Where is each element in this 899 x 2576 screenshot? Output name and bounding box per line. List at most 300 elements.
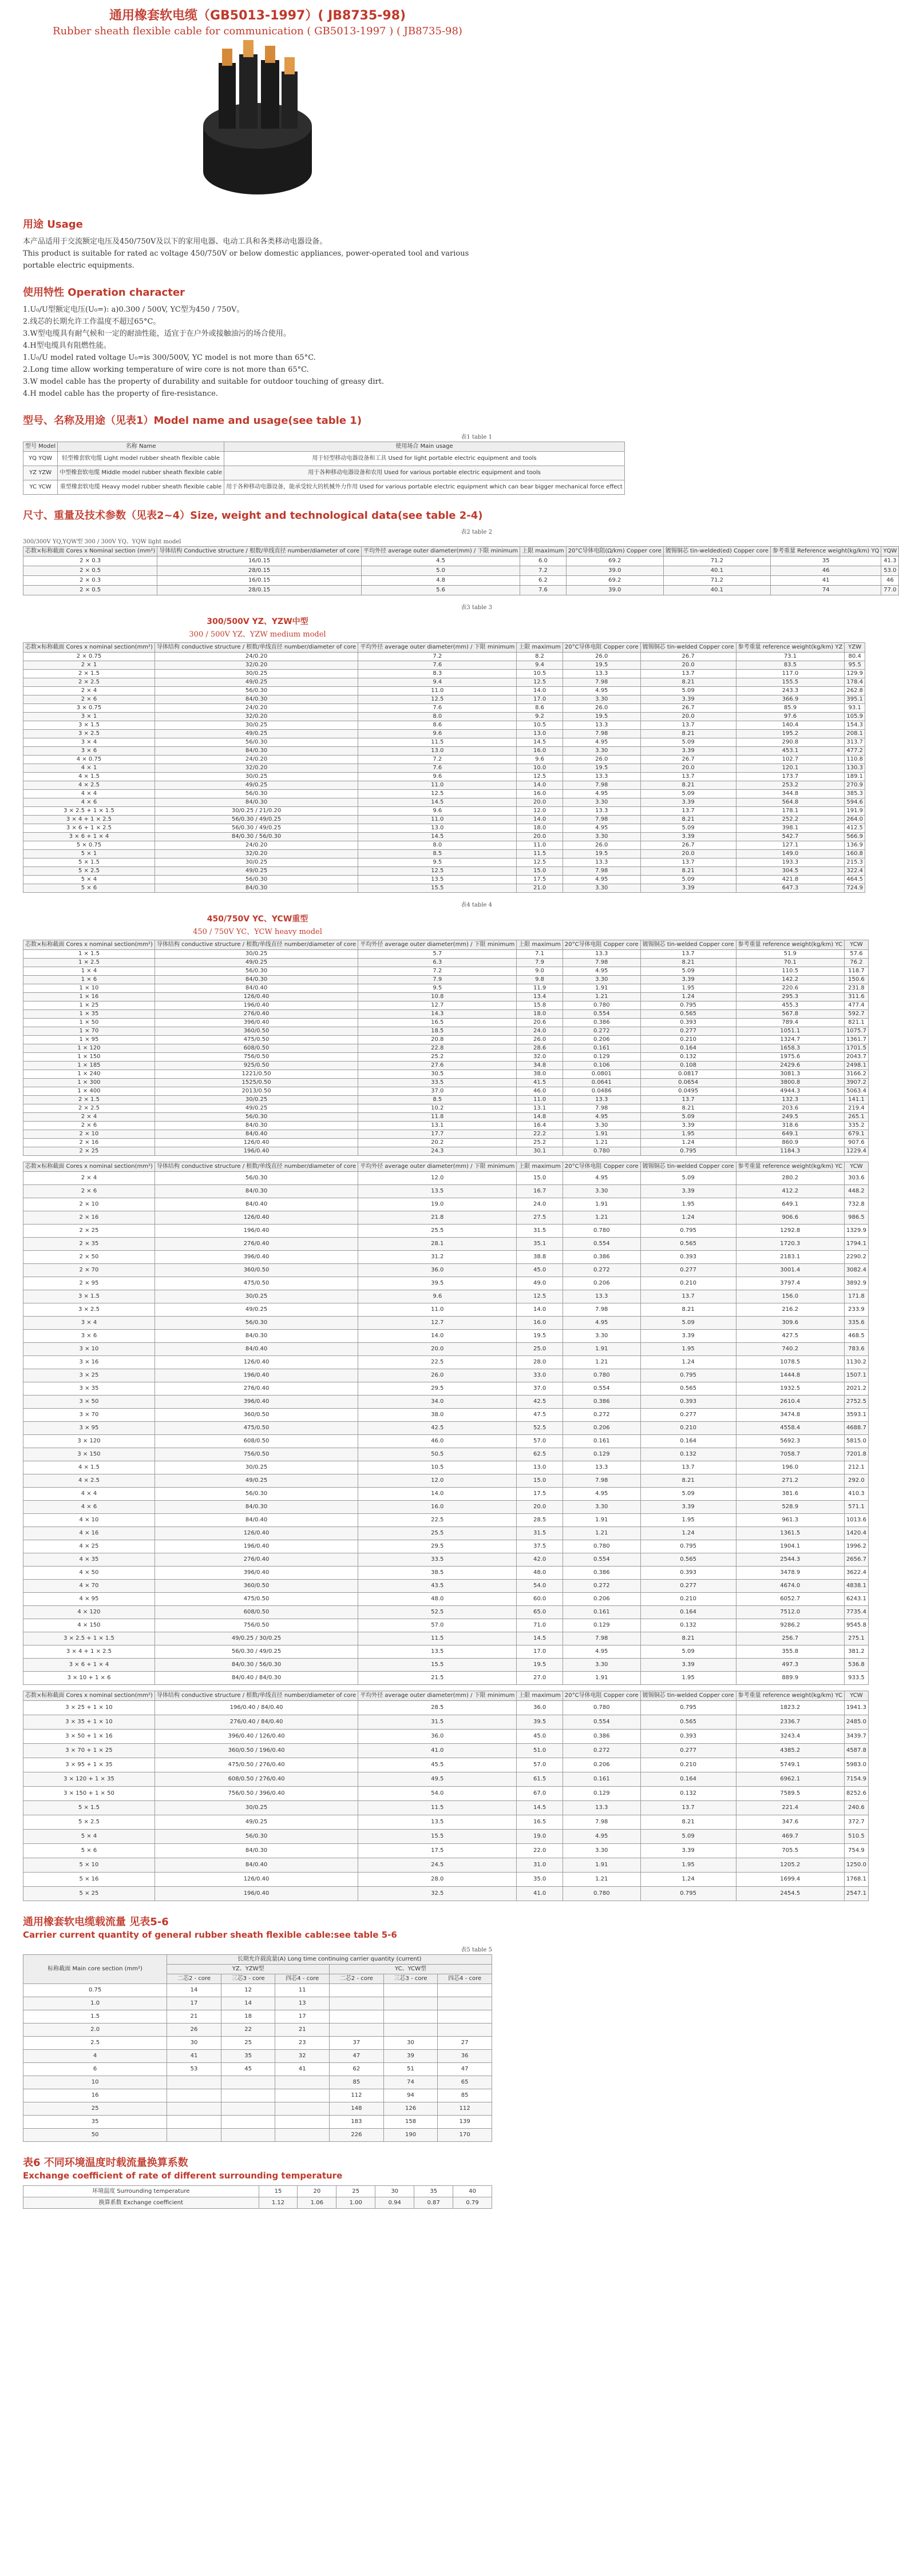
table-cell: YZ YZW [23,466,58,480]
table-cell: 1205.2 [736,1858,844,1873]
table-cell: 41 [167,2050,221,2063]
table-cell: 208.1 [845,730,865,738]
table-row [23,1053,869,1062]
table-cell: 4.8 [362,576,520,586]
table-cell: 0.129 [563,1787,640,1801]
ampacity-heading-en: Carrier current quantity of general rubber sheath flexible cable:see table 5-6 [23,1930,397,1940]
table-cell: 38.8 [517,1251,563,1264]
table-cell: 28/0.15 [157,586,362,595]
table-row [23,1303,869,1317]
table-cell: 17.7 [358,1130,517,1139]
table-row [23,824,865,833]
table-cell: 0.393 [640,1251,736,1264]
table-row [23,1369,869,1382]
table-cell: 1292.8 [736,1225,844,1238]
table-cell: 3 × 6 + 1 × 4 [23,833,155,841]
table-cell: 17.5 [517,876,563,884]
column-header: YCW [844,1162,868,1172]
column-header: 芯数×标称截面 Cores x Nominal section (mm²) [23,547,157,556]
table-cell: 0.386 [563,1251,640,1264]
table-cell: 276/0.40 / 84/0.40 [155,1715,358,1730]
table-cell [221,2129,275,2142]
table-row [23,1553,869,1567]
table-cell: 1 × 10 [23,984,155,993]
table-cell: 4 × 35 [23,1553,155,1567]
table-cell: 3.39 [640,1844,736,1858]
table-cell: 536.8 [844,1659,868,1672]
table3-section [0,598,863,895]
table-cell: 0.206 [563,1422,640,1435]
table-cell: 475/0.50 [155,1593,358,1606]
table-cell: 8.21 [640,1632,736,1645]
table-cell: 7.1 [517,950,563,959]
table-row [23,798,865,807]
table-cell: 1361.5 [736,1527,844,1540]
table-cell: 49/0.25 / 30/0.25 [155,1632,358,1645]
table-row [23,1113,869,1122]
table-cell: 1.91 [563,1343,640,1356]
table-cell: 276/0.40 [155,1010,358,1019]
table-cell: 18 [221,2010,275,2024]
table-cell: 2454.5 [736,1887,844,1901]
table-cell: 2544.3 [736,1553,844,1567]
table-cell: 2013/0.50 [155,1087,358,1096]
table-cell: 35 [221,2050,275,2063]
table-cell: 5 × 25 [23,1887,155,1901]
table-cell: 150.6 [844,976,868,984]
table-cell: 31.2 [358,1251,517,1264]
table-cell: 608/0.50 [155,1044,358,1053]
table-cell: 54.0 [358,1787,517,1801]
table-cell: 253.2 [736,781,845,790]
table-cell: 4 × 16 [23,1527,155,1540]
table-cell: 1.21 [563,1356,640,1369]
table-cell: 19.5 [563,713,640,721]
table-row [23,1019,869,1027]
table-cell: 0.554 [563,1238,640,1251]
models-section [0,402,623,497]
table-cell: 2 × 95 [23,1277,155,1290]
table-cell: 5 × 0.75 [23,841,155,850]
table-cell: 1 × 6 [23,976,155,984]
table-row [23,1027,869,1036]
table-cell: 1013.6 [844,1514,868,1527]
table-cell: 13.3 [563,1801,640,1815]
table-cell: 33.5 [358,1079,517,1087]
table-cell: 16/0.15 [157,576,362,586]
table-row [23,764,865,773]
table-cell: 1525/0.50 [155,1079,358,1087]
table-cell: 756/0.50 / 396/0.40 [155,1787,358,1801]
table-cell: 3001.4 [736,1264,844,1277]
table-cell: 1996.2 [844,1540,868,1553]
operation-heading: 使用特性 Operation character [23,287,185,299]
table-cell: 7.2 [358,756,517,764]
table-row [23,1887,869,1901]
table-cell: 571.1 [844,1501,868,1514]
table-cell: 85 [330,2076,384,2089]
column-header: 镀锡铜芯 tin-welded Copper core [640,1691,736,1701]
table-row [23,1984,492,1997]
table-cell: 16 [23,2089,167,2102]
table-cell: 46.0 [358,1435,517,1448]
table-cell: 2429.6 [736,1062,844,1070]
table-cell: 5.09 [640,1488,736,1501]
table-cell: 25.0 [517,1343,563,1356]
table-cell: 226 [330,2129,384,2142]
table-cell: 用于轻型移动电器设备和工具 Used for light portable electric equipment and tools [224,452,625,466]
table-cell: 11.0 [517,1096,563,1104]
table-cell: 26.0 [358,1369,517,1382]
table-row [23,756,865,764]
column-header: 芯数×标称截面 Cores x nominal section(mm²) [23,1691,155,1701]
table-cell: 20.0 [517,1501,563,1514]
table-cell: 37.0 [358,1087,517,1096]
table-cell: 3 × 4 [23,1317,155,1330]
table-cell: 8.6 [517,704,563,713]
table-cell: 3 × 6 + 1 × 2.5 [23,824,155,833]
table-cell: 57.0 [517,1758,563,1772]
table-cell: 22.0 [517,1844,563,1858]
column-header: 导体结构 conductive structure / 根数/单线直径 number/diameter of core [155,940,358,950]
table-row [23,1409,869,1422]
table-cell: 84/0.30 [155,1122,358,1130]
table-cell: 36 [438,2050,492,2063]
table-cell [438,1997,492,2010]
table-cell: 41 [275,2063,330,2076]
table-cell: 0.108 [640,1062,736,1070]
table-cell: 22 [221,2024,275,2037]
table-cell: 14.0 [358,1488,517,1501]
table-cell: 249.5 [736,1113,844,1122]
table-cell: 0.161 [563,1435,640,1448]
table-row [23,586,899,595]
table-row [23,1104,869,1113]
table-cell: 280.2 [736,1172,844,1185]
table-cell: 0.0495 [640,1087,736,1096]
table-cell: 5749.1 [736,1758,844,1772]
table-cell: 7.98 [563,678,640,687]
table-cell: 3 × 2.5 [23,730,155,738]
table-cell: 重型橡套软电缆 Heavy model rubber sheath flexible cable [58,480,224,495]
table-cell: 76.2 [844,959,868,967]
table-title: 450/750V YC、YCW重型 [207,915,308,924]
column-header: 20°C导体电阻 Copper core [563,1162,640,1172]
table-cell: 0.0486 [563,1087,640,1096]
table-cell: 3.30 [563,1185,640,1198]
table-cell: 190 [383,2129,438,2142]
table-cell: 0.386 [563,1567,640,1580]
table-cell: 12.7 [358,1001,517,1010]
table-cell: 649.1 [736,1198,844,1211]
table-cell: 11.0 [358,781,517,790]
table-cell [383,2010,438,2024]
table-cell: 13.5 [358,1645,517,1659]
table-row [23,2063,492,2076]
table-cell: 0.210 [640,1593,736,1606]
table-cell: 7.98 [563,959,640,967]
table-cell: 360/0.50 [155,1580,358,1593]
table-cell: 0.565 [640,1010,736,1019]
table-cell: 6.3 [358,959,517,967]
table-cell: 8.21 [640,1474,736,1488]
table-row [23,1225,869,1238]
ampacity-heading: 通用橡套软电缆载流量 见表5-6 [23,1916,169,1928]
table-cell: 4944.3 [736,1087,844,1096]
table-cell [438,1984,492,1997]
table-cell: 1078.5 [736,1356,844,1369]
table-cell: 270.9 [845,781,865,790]
table-cell: 448.2 [844,1185,868,1198]
table-cell: 12.0 [358,1172,517,1185]
table-cell: 4.95 [563,1488,640,1501]
table-cell: 4 × 25 [23,1540,155,1553]
table-cell: 1 × 16 [23,993,155,1001]
table-row [23,1330,869,1343]
table-cell: 3 × 16 [23,1356,155,1369]
table-cell: 21 [167,2010,221,2024]
table-cell: 35.1 [517,1238,563,1251]
table-cell: 74 [383,2076,438,2089]
table-cell: 3439.7 [844,1730,868,1744]
table-cell: 45.0 [517,1264,563,1277]
table-cell: 8.2 [517,653,563,661]
table-cell: 30/0.25 [155,1461,358,1474]
table-row [23,1858,869,1873]
table-cell: 0.206 [563,1036,640,1044]
table-cell: 4 × 0.75 [23,756,155,764]
table-row [23,1619,869,1632]
table-cell: 34.0 [358,1396,517,1409]
table-cell: 1823.2 [736,1701,844,1715]
table-row [23,1758,869,1772]
table-cell: 2 × 0.5 [23,586,157,595]
table-row [23,1461,869,1474]
table-cell: 9.0 [517,967,563,976]
table-cell: 170 [438,2129,492,2142]
table-cell: 1221/0.50 [155,1070,358,1079]
table-row [23,2010,492,2024]
table-cell: 20.0 [517,798,563,807]
table-cell: 15.8 [517,1001,563,1010]
table-cell: 19.0 [358,1198,517,1211]
table-cell: 38.0 [517,1070,563,1079]
table-cell: 102.7 [736,756,845,764]
table-cell: 22.5 [358,1356,517,1369]
table-cell: 130.3 [845,764,865,773]
table-subtitle: 300 / 500V YZ、YZW medium model [189,630,326,639]
table-cell: 2 × 16 [23,1139,155,1147]
table-cell: 2 × 4 [23,1113,155,1122]
table-2 [23,546,899,595]
table-cell: 385.3 [845,790,865,798]
table-cell: 28.6 [517,1044,563,1053]
temp-heading: 表6 不同环境温度时载流量换算系数 [23,2157,188,2169]
table-cell: 51.9 [736,950,844,959]
table-cell: 69.2 [566,556,663,566]
column-header: 上限 maximum [517,643,563,653]
table-cell: 233.9 [844,1303,868,1317]
table-cell: 178.1 [736,807,845,816]
table-cell: 5692.3 [736,1435,844,1448]
table-cell: 14.8 [517,1113,563,1122]
table-cell: 25 [221,2037,275,2050]
table-cell: 39.5 [517,1715,563,1730]
table-cell: 1051.1 [736,1027,844,1036]
column-header: 镀锡铜芯 tin-welded Copper core [640,643,736,653]
table-row [23,576,899,586]
table-cell: 15.5 [358,1830,517,1844]
table-cell [330,1984,384,1997]
table-cell: 45 [221,2063,275,2076]
table-cell: 85.9 [736,704,845,713]
table-cell: 26.0 [517,1036,563,1044]
table-cell: 0.210 [640,1758,736,1772]
table-cell: 12.7 [358,1317,517,1330]
table-cell: 0.164 [640,1772,736,1787]
table-note: 表4 table 4 [461,902,492,908]
table-cell: 12.5 [517,773,563,781]
table-cell: 2 × 50 [23,1251,155,1264]
table-cell: 1932.5 [736,1382,844,1396]
table-cell: 0.795 [640,1701,736,1715]
table-cell: 1.91 [563,1858,640,1873]
table-cell: 398.1 [736,824,845,833]
column-header: 20°C导体电阻 Copper core [563,940,640,950]
column-header: 镀锡铜芯 tin-welded Copper core [640,1162,736,1172]
column-header: 名称 Name [58,442,224,452]
table-cell: 5 × 1.5 [23,1801,155,1815]
table-cell: 2 × 16 [23,1211,155,1225]
table-cell: 用于各种移动电器设备，能承受较大的机械外力作用 Used for various portable electric equipment which can bear bigger mechanical force effect [224,480,625,495]
table-cell: 732.8 [844,1198,868,1211]
table-cell: 783.6 [844,1343,868,1356]
table-cell: 2 × 0.75 [23,653,155,661]
table-cell: 50.5 [358,1448,517,1461]
table-cell: 2547.1 [844,1887,868,1901]
table-cell: 42.5 [358,1422,517,1435]
table-title: 300/500V YZ、YZW中型 [207,617,308,626]
table-row [23,850,865,858]
table-cell: 7.2 [358,653,517,661]
table-cell: 74 [771,586,881,595]
table-row [23,1645,869,1659]
table-cell: 961.3 [736,1514,844,1527]
table-cell: 0.795 [640,1887,736,1901]
table-cell: 110.8 [845,756,865,764]
table-cell: 3.30 [563,976,640,984]
table-cell: 13.1 [358,1122,517,1130]
table-row [23,1036,869,1044]
table-cell: 4 × 1.5 [23,773,155,781]
table-cell: 49.5 [358,1772,517,1787]
table-cell: 12 [221,1984,275,1997]
table-cell: 37.5 [517,1540,563,1553]
table-cell: 372.7 [844,1815,868,1830]
table-cell: 567.8 [736,1010,844,1019]
table6-section [0,1687,866,1903]
table-cell: 6052.7 [736,1593,844,1606]
table-row [23,1290,869,1303]
table-cell [167,2102,221,2116]
table-subtitle: 450 / 750V YC、YCW heavy model [193,928,322,936]
table-cell: 140.4 [736,721,845,730]
table-cell: 240.6 [844,1801,868,1815]
table-cell: 0.393 [640,1730,736,1744]
column-header: 20°C导体电阻 Copper core [563,643,640,653]
table-cell: 13.7 [640,721,736,730]
table-cell: 13.7 [640,1290,736,1303]
table-cell: 65.0 [517,1606,563,1619]
table-cell: 0.795 [640,1540,736,1553]
table-cell: 12.0 [517,807,563,816]
table-cell: 126/0.40 [155,993,358,1001]
table-cell: 0.780 [563,1001,640,1010]
table-cell: 8.5 [358,1096,517,1104]
table-cell: 77.0 [881,586,899,595]
table-cell: 9286.2 [736,1619,844,1632]
table-cell: 0.780 [563,1225,640,1238]
table-cell: 3.39 [640,1501,736,1514]
table-cell: 3.39 [640,1659,736,1672]
table-row [23,1772,869,1787]
table-row [23,2076,492,2089]
table-row [23,1474,869,1488]
table-cell: 6.0 [520,556,567,566]
table-cell: 20.8 [358,1036,517,1044]
table-cell: 1361.7 [844,1036,868,1044]
table-cell: 42.0 [517,1553,563,1567]
table-cell: 1324.7 [736,1036,844,1044]
table-cell: 3907.2 [844,1079,868,1087]
table-cell: 11.5 [358,1632,517,1645]
table-cell: 4 × 6 [23,798,155,807]
table-row [23,1147,869,1156]
table-cell: 2 × 10 [23,1130,155,1139]
table-cell: 5.09 [640,876,736,884]
table-row [23,1672,869,1685]
table-cell: 925/0.50 [155,1062,358,1070]
table-cell: 4 × 4 [23,790,155,798]
table-cell: 3 × 150 + 1 × 50 [23,1787,155,1801]
table-cell: 49/0.25 [155,678,358,687]
table-cell: 8.5 [358,850,517,858]
table-cell: 3622.4 [844,1567,868,1580]
table-cell: 7.98 [563,1303,640,1317]
column-header: 平均外径 average outer diameter(mm) / 下限 minimum [358,643,517,653]
table-cell: 110.5 [736,967,844,976]
table-cell: 1 × 25 [23,1001,155,1010]
table-cell: 335.2 [844,1122,868,1130]
table-cell: 21 [275,2024,330,2037]
table-cell: 16.5 [517,1815,563,1830]
operation-line: 2.线芯的长期允许工作温度不超过65°C。 [23,317,161,326]
table-cell: 15.0 [517,867,563,876]
column-header: YZW [845,643,865,653]
table-note: 表2 table 2 [461,529,492,535]
table-cell: 191.9 [845,807,865,816]
table-cell [167,2116,221,2129]
table-cell: 679.1 [844,1130,868,1139]
page-title: 通用橡套软电缆（GB5013-1997）( JB8735-98) [109,9,406,23]
table-3 [23,642,865,893]
table-cell: 14.0 [517,687,563,695]
column-header: 芯数×标称截面 Cores x nominal section(mm²) [23,1162,155,1172]
table-cell: 1.91 [563,1514,640,1527]
operation-section [0,274,515,402]
table-cell: 0.210 [640,1277,736,1290]
table-row [23,1062,869,1070]
